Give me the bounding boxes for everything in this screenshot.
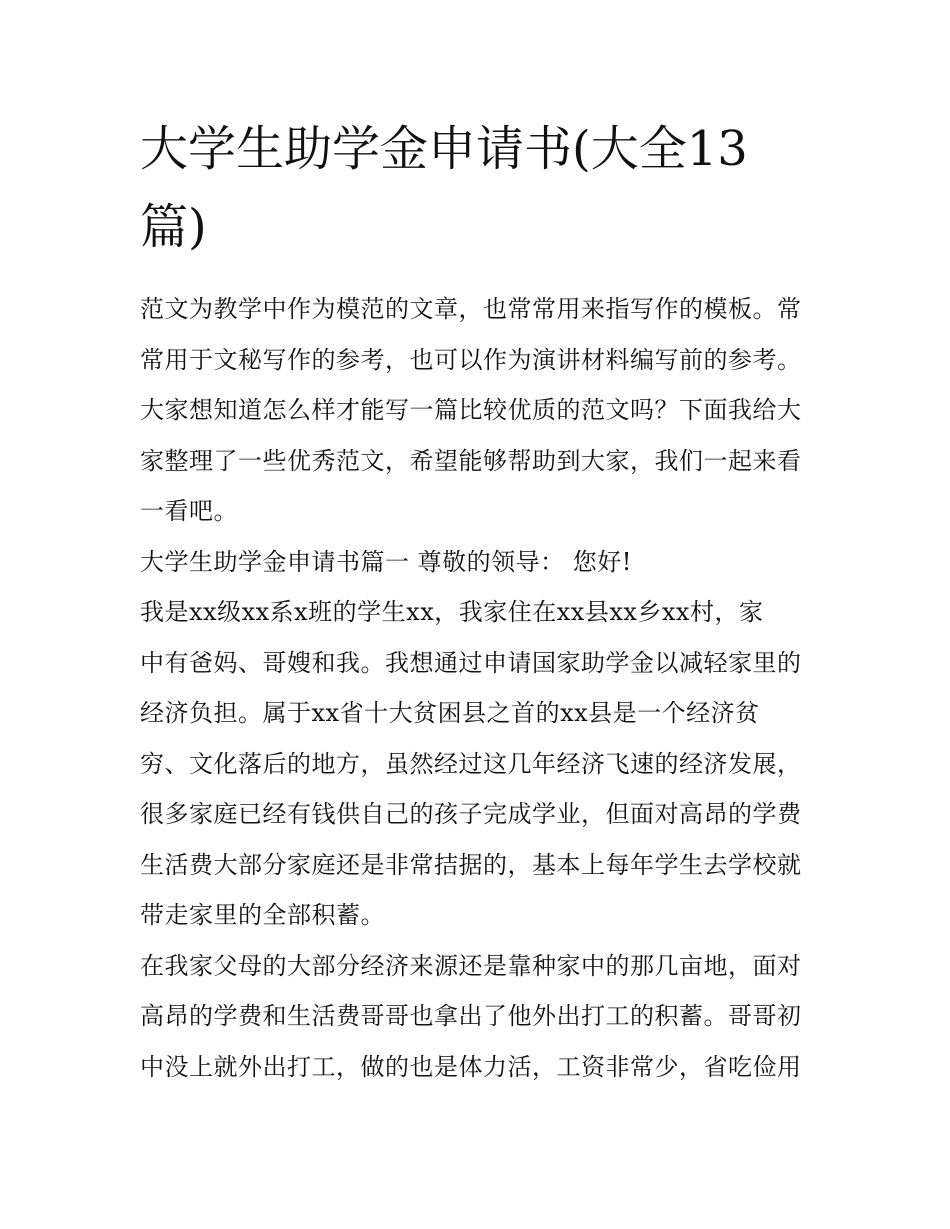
title-line: 篇) — [140, 199, 207, 255]
body-line: 一看吧。 — [140, 497, 238, 525]
document-content — [140, 110, 820, 1092]
title-line: 大学生助学金申请书(大全13 — [140, 121, 748, 177]
document-body — [140, 284, 820, 1092]
body-line: 在我家父母的大部分经济来源还是靠种家中的那几亩地，面对 — [140, 951, 802, 980]
section-heading-line: 大学生助学金申请书篇一 尊敬的领导： 您好! — [140, 547, 632, 576]
body-line: 我是xx级xx系x班的学生xx，我家住在xx县xx乡xx村，家 — [140, 598, 764, 626]
body-line: 中有爸妈、哥嫂和我。我想通过申请国家助学金以减轻家里的 — [140, 648, 802, 677]
body-line: 很多家庭已经有钱供自己的孩子完成学业，但面对高昂的学费 — [140, 800, 802, 828]
body-line: 常用于文秘写作的参考，也可以作为演讲材料编写前的参考。 — [140, 345, 802, 374]
body-line: 穷、文化落后的地方，虽然经过这几年经济飞速的经济发展， — [140, 749, 802, 778]
body-line: 中没上就外出打工，做的也是体力活，工资非常少，省吃俭用 — [140, 1052, 802, 1081]
document-title — [140, 110, 820, 266]
body-line: 生活费大部分家庭还是非常拮据的，基本上每年学生去学校就 — [140, 850, 802, 879]
body-line: 范文为教学中作为模范的文章，也常常用来指写作的模板。常 — [140, 295, 802, 323]
body-line: 经济负担。属于xx省十大贫困县之首的xx县是一个经济贫 — [140, 699, 760, 727]
body-line: 家整理了一些优秀范文，希望能够帮助到大家，我们一起来看 — [140, 446, 802, 475]
body-line: 带走家里的全部积蓄。 — [140, 901, 385, 929]
body-line: 大家想知道怎么样才能写一篇比较优质的范文吗？下面我给大 — [140, 396, 802, 424]
body-line: 高昂的学费和生活费哥哥也拿出了他外出打工的积蓄。哥哥初 — [140, 1002, 802, 1030]
